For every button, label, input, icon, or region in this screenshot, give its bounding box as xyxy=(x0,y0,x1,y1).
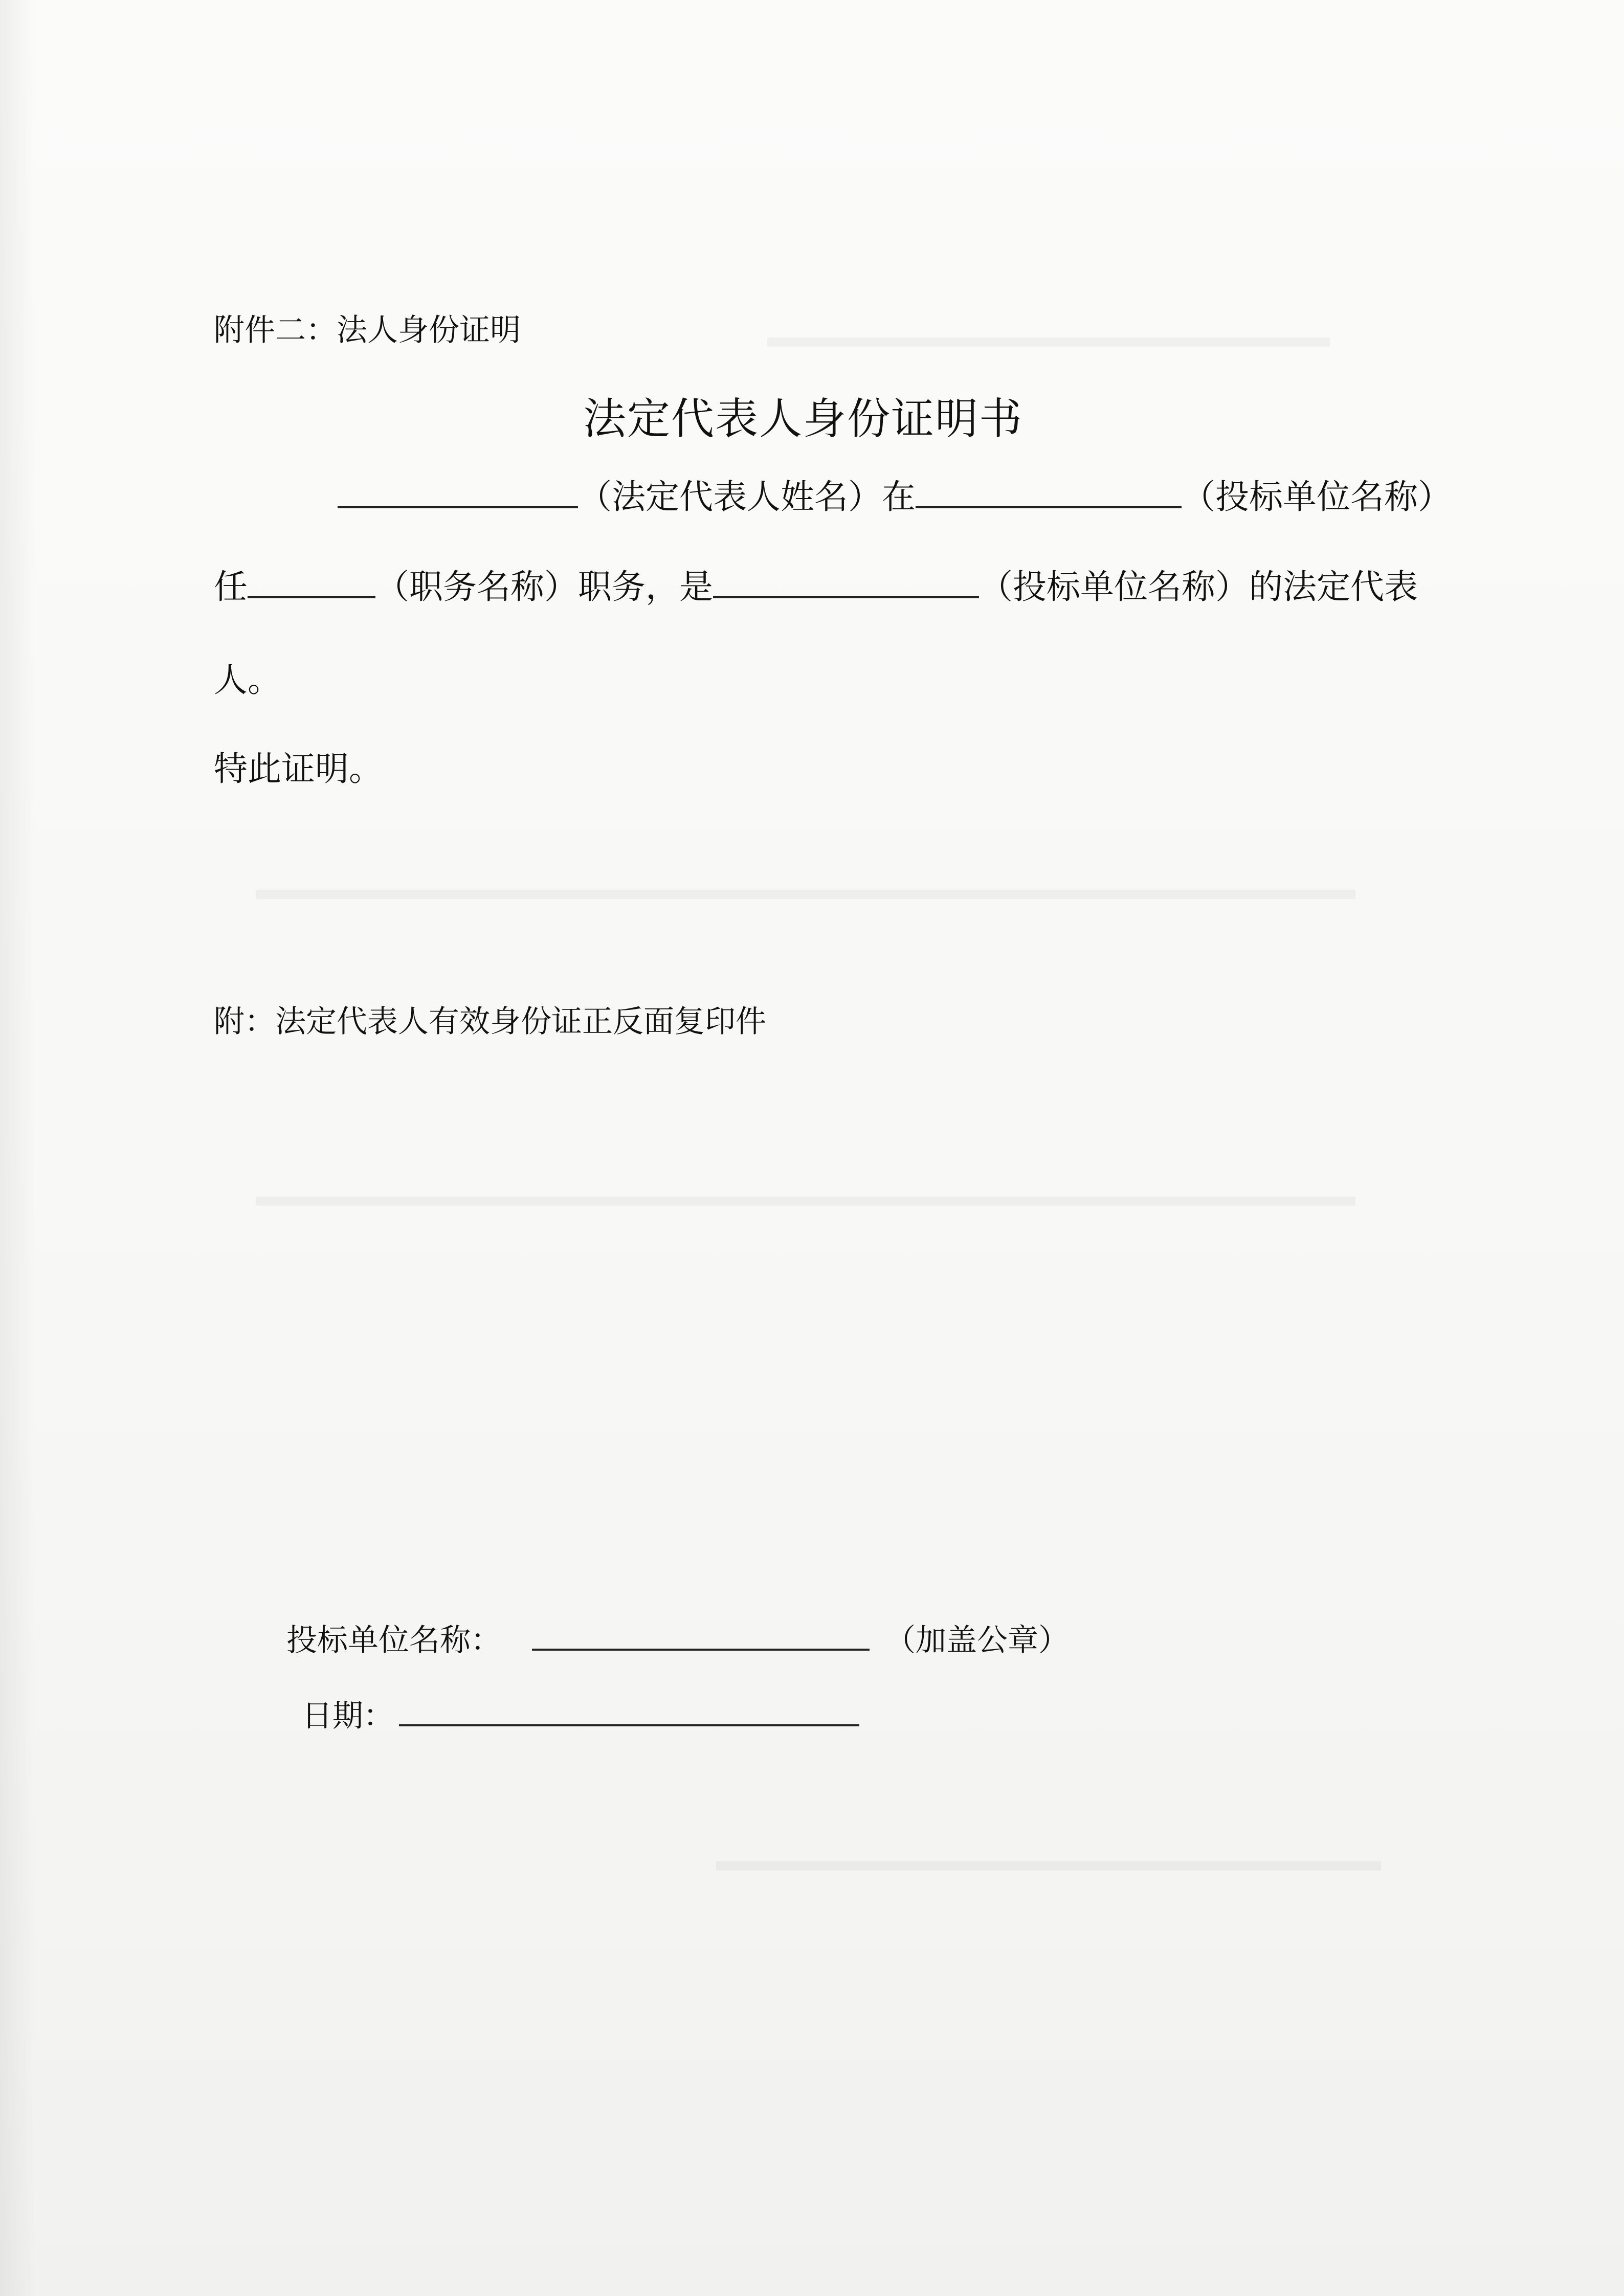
date-line xyxy=(302,1692,859,1736)
paragraph-line-3: 人。 xyxy=(214,660,281,700)
paragraph-line-2 xyxy=(214,559,1418,608)
seal-note: （加盖公章） xyxy=(885,1623,1069,1658)
paragraph-line1-mid: （法定代表人姓名）在 xyxy=(578,477,916,516)
date-label: 日期： xyxy=(302,1698,394,1734)
bidder-name-signature-blank[interactable] xyxy=(532,1622,870,1651)
paragraph-line2-end: （投标单位名称）的法定代表 xyxy=(979,567,1418,606)
scan-edge-shadow xyxy=(0,0,36,2296)
bidder-signature-line xyxy=(286,1616,1069,1660)
document-title: 法定代表人身份证明书 xyxy=(583,394,1024,444)
position-blank[interactable] xyxy=(248,570,375,598)
bidder-name-blank-2[interactable] xyxy=(713,570,979,598)
paragraph-line2-mid: （职务名称）职务，是 xyxy=(375,567,713,606)
paragraph-line2-start: 任 xyxy=(214,567,248,606)
legal-rep-name-blank[interactable] xyxy=(338,480,578,508)
attachment-heading: 附件二：法人身份证明 xyxy=(214,312,521,348)
bidder-name-blank-1[interactable] xyxy=(916,480,1182,508)
bleed-through-block xyxy=(716,1841,1381,1871)
bidder-name-label: 投标单位名称： xyxy=(286,1623,501,1658)
bleed-through-block xyxy=(256,869,1355,899)
bleed-through-block xyxy=(256,1176,1355,1206)
paragraph-line-1 xyxy=(338,469,1452,518)
bleed-through-block xyxy=(767,317,1330,347)
paragraph-line1-end: （投标单位名称） xyxy=(1182,477,1452,516)
attachment-note: 附：法定代表人有效身份证正反面复印件 xyxy=(214,1004,766,1040)
certify-statement: 特此证明。 xyxy=(214,749,383,789)
date-blank[interactable] xyxy=(399,1698,859,1726)
